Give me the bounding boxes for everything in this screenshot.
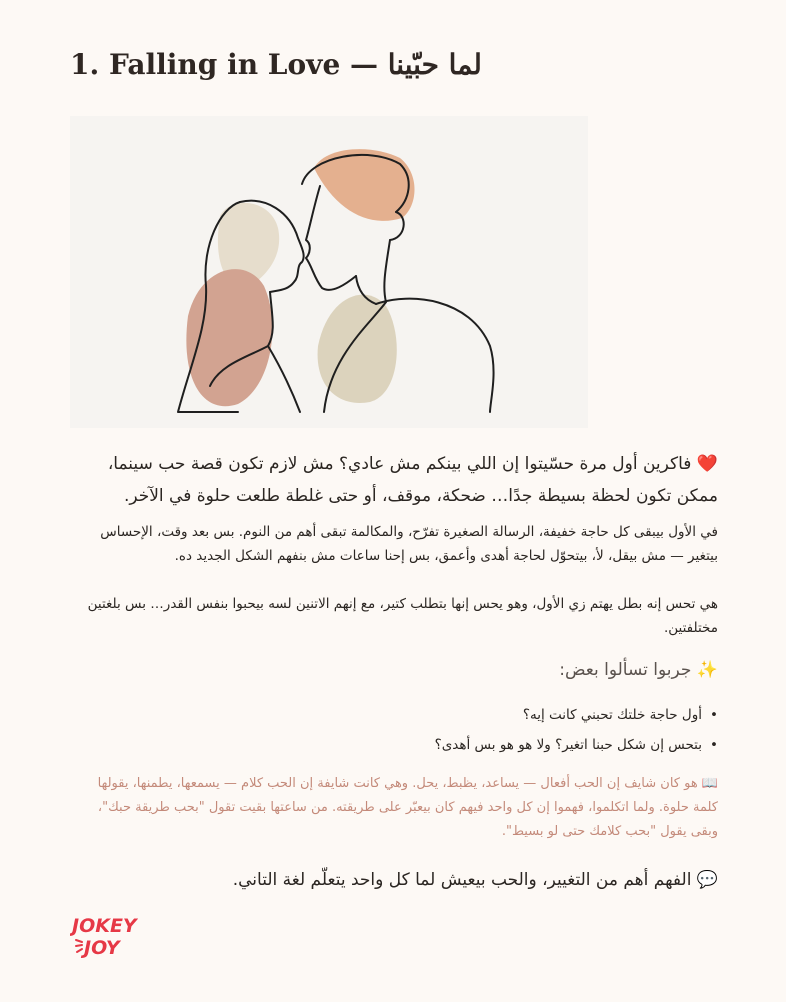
questions-list [70, 700, 718, 760]
woman-arm [268, 346, 300, 412]
page-title: 1. Falling in Love — لما حبّينا [70, 48, 482, 81]
body-paragraph-1: في الأول بيبقى كل حاجة خفيفة، الرسالة الصغيرة تفرّح، والمكالمة تبقى أهم من النوم. بس بعد وقت، الإحساس بيتغير — مش بيقل، لأ، بيتحوّل لحاجة أهدى وأعمق، بس إحنا ساعات مش بنفهم الشكل الجديد ده. [100, 524, 718, 564]
logo-spark [76, 940, 82, 952]
logo-line-1: JOKEY [72, 915, 137, 937]
speech-bubble-icon: 💬 [696, 870, 718, 890]
lead-paragraph [70, 448, 718, 512]
story-note [70, 772, 718, 844]
closing-text: الفهم أهم من التغيير، والحب بيعيش لما كل واحد يتعلّم لغة التاني. [232, 870, 692, 890]
closing-line [70, 866, 718, 894]
sparkles-icon: ✨ [696, 660, 718, 680]
couple-illustration [70, 116, 588, 428]
book-icon: 📖 [701, 776, 718, 791]
body-paragraph-2: هي تحس إنه بطل يهتم زي الأول، وهو يحس إنها بتطلب كتير، مع إنهم الاتنين لسه بيحبوا بنفس القدر… بس بلغتين مختلفتين. [87, 596, 718, 636]
jokey-joy-logo [70, 912, 150, 960]
man-neck [356, 240, 390, 304]
logo-line-2: JOY [84, 937, 120, 959]
list-item: • بتحس إن شكل حبنا اتغير؟ ولا هو هو بس أهدى؟ [70, 730, 718, 760]
couple-line-art [70, 116, 588, 428]
list-item: • أول حاجة خلتك تحبني كانت إيه؟ [70, 700, 718, 730]
heart-icon: ❤️ [696, 454, 718, 474]
questions-heading-text: جربوا تسألوا بعض: [559, 660, 692, 680]
story-note-text: هو كان شايف إن الحب أفعال — يساعد، يظبط، يحل. وهي كانت شايفة إن الحب كلام — يسمعها، يطمنها، يقولها كلمة حلوة. ولما اتكلموا، فهموا إن كل واحد فيهم كان بيعبّر على طريقته. من ساعتها بقيت تقول "بحب طريقة حبك"، وبقى يقول "بحب كلامك حتى لو بسيط". [97, 776, 718, 839]
questions-heading [70, 656, 718, 684]
lead-text: فاكرين أول مرة حسّيتوا إن اللي بينكم مش عادي؟ مش لازم تكون قصة حب سينما، ممكن تكون لحظة بسيطة جدًا… ضحكة، موقف، أو حتى غلطة طلعت حلوة في الآخر. [107, 454, 718, 506]
